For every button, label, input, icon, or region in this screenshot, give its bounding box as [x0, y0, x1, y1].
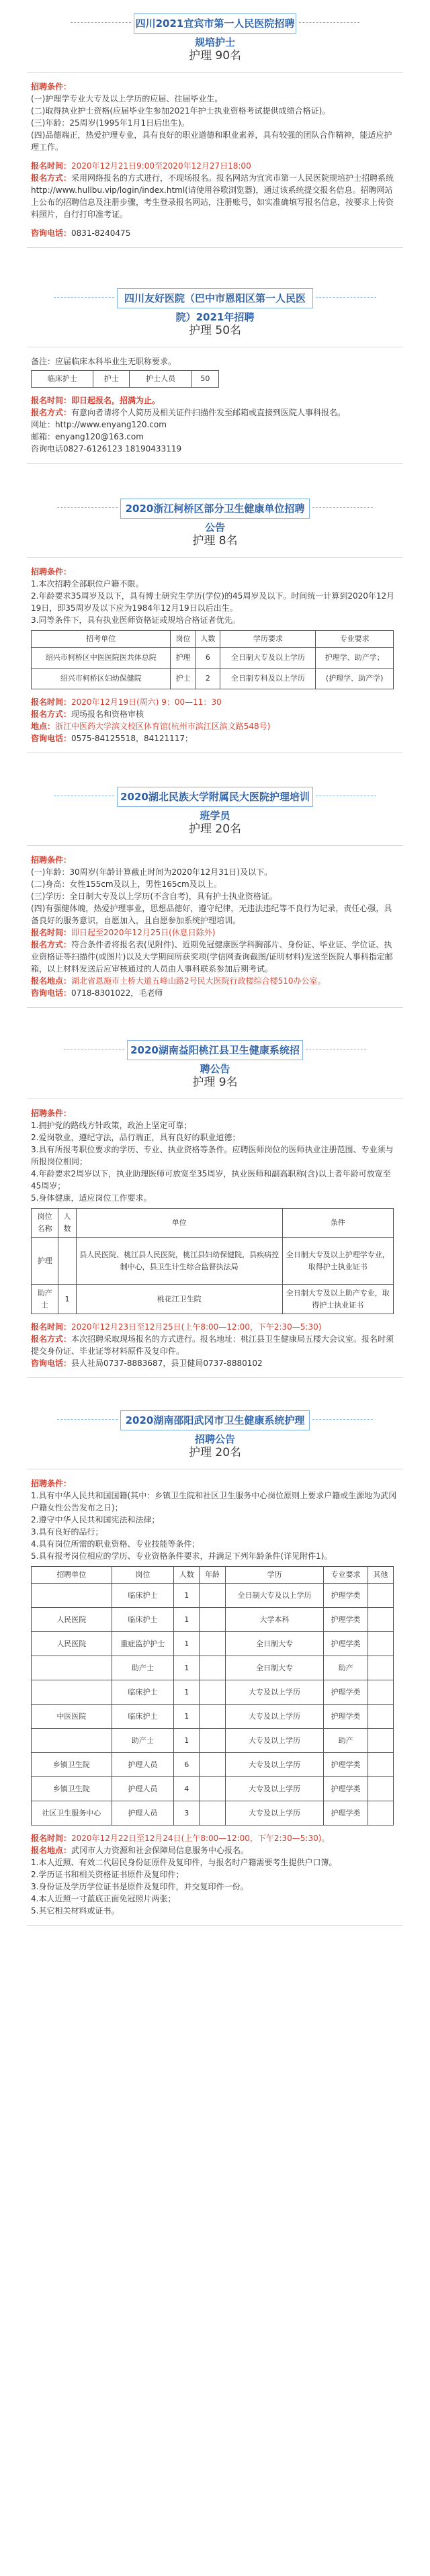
table-cell: 大专及以上学历 — [225, 1777, 324, 1801]
table-cell: 乡镇卫生院 — [32, 1753, 112, 1777]
table-cell: 助产 — [324, 1729, 368, 1753]
table-cell — [368, 1753, 393, 1777]
table-row — [32, 1801, 394, 1826]
contact-phone[interactable]: 县人社局0737-8883687，县卫健局0737-8880102 — [71, 1359, 263, 1368]
method-text: 有意向者请将个人简历及相关证件扫描件发至邮箱或直接到医院人事科报名。 — [71, 408, 346, 417]
table-cell — [200, 1753, 225, 1777]
table-cell — [368, 1584, 393, 1608]
contact-phone[interactable]: 0718-8301022，毛老师 — [71, 988, 163, 998]
req-line: 1.具有中华人民共和国国籍(其中：乡镇卫生院和社区卫生服务中心岗位原则上要求户籍或生源地为武冈户籍女性公告发布之日)； — [31, 1491, 397, 1512]
table-cell: 护理学类 — [324, 1632, 368, 1656]
table-cell — [368, 1705, 393, 1729]
req-line: 3.具有良好的品行； — [31, 1527, 103, 1537]
table-header: 专业要求 — [324, 1567, 368, 1584]
contact-phone[interactable]: 0575-84125518，84121117； — [71, 734, 194, 743]
req-line: (三)年龄：25周岁(1995年1月1日后出生)。 — [31, 118, 189, 128]
table-cell: 护理学类 — [324, 1753, 368, 1777]
date-label: 报名时间： — [31, 697, 72, 707]
table-cell: 1 — [174, 1656, 200, 1680]
table-cell: 全日制专科及以上学历 — [220, 669, 316, 689]
table-cell: 绍兴市柯桥区中医医院医共体总院 — [32, 648, 171, 669]
table-cell: 护理学类 — [324, 1777, 368, 1801]
req-line: (三)学历：全日制大专及以上学历(不含自考)，具有护士执业资格证。 — [31, 892, 277, 901]
section-6-headcount: 护理 20名 — [188, 1446, 242, 1459]
table-cell — [368, 1777, 393, 1801]
table-cell: 6 — [174, 1753, 200, 1777]
table-cell: 县人民医院、桃江县人民医院，桃江县妇幼保健院，县疾病控制中心，县卫生计生综合监督执法局 — [76, 1238, 282, 1285]
table-cell: 大专及以上学历 — [225, 1801, 324, 1826]
table-header: 招聘单位 — [32, 1567, 112, 1584]
table-header: 其他 — [368, 1567, 393, 1584]
table-header: 岗位名称 — [32, 1209, 58, 1238]
table-cell: 护理 — [171, 648, 196, 669]
positions-table — [31, 1208, 394, 1314]
table-cell: 大专及以上学历 — [225, 1680, 324, 1705]
req-line: (二)身高：女性155cm及以上，男性165cm及以上。 — [31, 879, 222, 889]
table-cell: 50 — [191, 371, 218, 388]
section-2 — [0, 288, 430, 464]
table-cell: 护理学类 — [324, 1801, 368, 1826]
table-cell: 1 — [174, 1729, 200, 1753]
req-line: 1.本人近照、有效二代居民身份证原件及复印件，与报名时户籍需要考生提供户口簿。 — [31, 1858, 337, 1867]
table-cell: 全日制大专及以上护理学专业，取得护士执业证书 — [282, 1238, 393, 1285]
req-line: 4.具有岗位所需的职业资格、专业技能等条件； — [31, 1539, 200, 1549]
table-cell: 绍兴市柯桥区妇幼保健院 — [32, 669, 171, 689]
req-label: 招聘条件： — [31, 82, 72, 91]
table-cell: 临床护士 — [112, 1608, 174, 1632]
date-value: 2020年12月21日9:00至2020年12月27日18:00 — [71, 161, 251, 171]
method-label: 报名地点： — [31, 1846, 72, 1855]
table-cell: 临床护士 — [112, 1680, 174, 1705]
req-line: 2.爱岗敬业，遵纪守法，品行端正，具有良好的职业道德； — [31, 1133, 241, 1142]
table-row — [32, 1584, 394, 1608]
table-header: 年龄 — [200, 1567, 225, 1584]
section-6 — [0, 1410, 430, 1926]
table-cell — [32, 1680, 112, 1705]
contact-phone[interactable]: 0831-8240475 — [71, 228, 131, 238]
table-cell: 乡镇卫生院 — [32, 1777, 112, 1801]
table-cell: 护理学、助产学； — [316, 648, 394, 669]
contact-label: 咨询电话： — [31, 1359, 72, 1368]
table-header: 人数 — [174, 1567, 200, 1584]
section-2-headcount: 护理 50名 — [188, 324, 242, 337]
table-cell: 助产 — [324, 1656, 368, 1680]
table-cell: 护理 — [32, 1238, 58, 1285]
section-1-body — [27, 72, 403, 248]
table-cell: 全日制大专及以上学历 — [225, 1584, 324, 1608]
date-label: 报名时间： — [31, 1834, 72, 1843]
table-row — [32, 1608, 394, 1632]
table-cell: 1 — [174, 1632, 200, 1656]
table-header: 单位 — [76, 1209, 282, 1238]
table-row — [32, 1632, 394, 1656]
table-row — [32, 1705, 394, 1729]
section-1 — [0, 0, 430, 248]
address-text: 湖北省恩施市土桥大道五峰山路2号民大医院行政楼综合楼510办公室。 — [71, 976, 326, 986]
table-cell: 护士 — [93, 371, 130, 388]
date-label: 报名时间： — [31, 161, 72, 171]
date-value: 2020年12月22日至12月24日(上午8:00—12:00，下午2:30—5:30)。 — [71, 1834, 330, 1843]
positions-table — [31, 630, 394, 689]
req-label: 招聘条件： — [31, 1479, 72, 1488]
table-cell: 全日制大专 — [225, 1632, 324, 1656]
req-line: (四)有强健体魄，热爱护理事业，思想品德好，遵守纪律，无违法违纪等不良行为记录，责任心强，具备良好的服务意识，自愿加入，且自愿参加系统护理培训。 — [31, 904, 392, 925]
table-header: 专业要求 — [316, 631, 394, 648]
section-1-title: 四川2021宜宾市第一人民医院招聘规培护士 — [134, 13, 296, 34]
req-line: 3.具有所报考职位要求的学历、专业、执业资格等条件。应聘医师岗位的医师执业注册范围、专业须与所报岗位相同； — [31, 1145, 394, 1166]
table-cell: 4 — [174, 1777, 200, 1801]
table-cell — [368, 1632, 393, 1656]
method-text: 武冈市人力资源和社会保障局信息服务中心报名。 — [71, 1846, 249, 1855]
table-cell — [368, 1680, 393, 1705]
table-cell: 护理学类 — [324, 1680, 368, 1705]
table-cell: 护理人员 — [112, 1753, 174, 1777]
req-line: 2.年龄要求35周岁及以下，具有博士研究生学历(学位)的45周岁及以下。时间统一计算到2020年12月19日，即35周岁及以下应为1984年12月19日以后出生。 — [31, 591, 395, 613]
section-5-title: 2020湖南益阳桃江县卫生健康系统招聘公告 — [127, 1040, 303, 1060]
section-4-title: 2020湖北民族大学附属民大医院护理培训班学员 — [117, 787, 313, 807]
section-2-body — [27, 347, 403, 464]
table-row — [32, 1656, 394, 1680]
table-cell: 临床护士 — [112, 1705, 174, 1729]
table-cell: 临床护士 — [32, 371, 93, 388]
table-cell — [200, 1705, 225, 1729]
table-cell: 全日制大专及以上学历 — [220, 648, 316, 669]
table-header: 学历 — [225, 1567, 324, 1584]
table-cell: 1 — [174, 1705, 200, 1729]
table-header: 学历要求 — [220, 631, 316, 648]
date-label: 报名时间： — [31, 1322, 72, 1332]
table-header: 人数 — [196, 631, 220, 648]
section-5-headcount: 护理 9名 — [192, 1076, 238, 1089]
address-label: 报名地点： — [31, 976, 72, 986]
table-cell — [368, 1656, 393, 1680]
req-line: (一)护理学专业大专及以上学历的应届、往届毕业生。 — [31, 94, 223, 103]
table-row — [32, 1729, 394, 1753]
table-row — [32, 1777, 394, 1801]
table-cell: 护理学类 — [324, 1705, 368, 1729]
section-3-headcount: 护理 8名 — [192, 534, 238, 548]
table-cell: 助产士 — [112, 1656, 174, 1680]
table-cell: 2 — [196, 669, 220, 689]
table-cell — [200, 1656, 225, 1680]
table-header: 条件 — [282, 1209, 393, 1238]
table-row — [32, 669, 394, 689]
table-header: 人数 — [58, 1209, 77, 1238]
website-link[interactable]: 网址：http://www.enyang120.com — [31, 420, 167, 429]
section-4-body — [27, 845, 403, 1008]
req-line: 1.拥护党的路线方针政策，政治上坚定可靠； — [31, 1121, 192, 1130]
table-cell — [368, 1801, 393, 1826]
table-cell — [32, 1729, 112, 1753]
section-3 — [0, 499, 430, 753]
table-row — [32, 371, 219, 388]
method-text: 采用网络报名的方式进行，不现场报名。报名网站为宜宾市第一人民医院规培护士招聘系统http://www.hullbu.vip/login/index.html(请使用谷歌浏览器)，通过该系统提交报名信息。招聘网站上公布的招聘信息及注册步骤，考生登录报名网站，注册账号，如实准确填写报名信息，按要求上传资料照片，自行打印准考证。 — [31, 173, 394, 219]
table-cell: 护士 — [171, 669, 196, 689]
table-cell — [32, 1584, 112, 1608]
method-label: 报名方式： — [31, 940, 72, 949]
req-line: 3.身份证及学历学位证书是原件及复印件，并交复印件一份。 — [31, 1882, 249, 1891]
section-5-body — [27, 1099, 403, 1378]
table-cell: 大专及以上学历 — [225, 1729, 324, 1753]
table-cell — [200, 1801, 225, 1826]
section-3-title: 2020浙江柯桥区部分卫生健康单位招聘公告 — [120, 499, 310, 519]
table-cell: 护理人员 — [112, 1801, 174, 1826]
table-cell — [200, 1584, 225, 1608]
table-cell: 大专及以上学历 — [225, 1753, 324, 1777]
table-cell: 人民医院 — [32, 1632, 112, 1656]
date-label: 报名时间：即日起报名，招满为止。 — [31, 396, 161, 405]
section-3-body — [27, 557, 403, 753]
contact-label: 咨询电话： — [31, 734, 72, 743]
table-header: 岗位 — [112, 1567, 174, 1584]
table-cell: 3 — [174, 1801, 200, 1826]
table-cell — [368, 1729, 393, 1753]
contact-phone[interactable]: 咨询电话0827-6126123 18190433119 — [31, 444, 182, 454]
table-cell — [200, 1632, 225, 1656]
table-cell: 中医医院 — [32, 1705, 112, 1729]
req-line: 3.同等条件下，具有执业医师资格证或规培合格证者优先。 — [31, 615, 241, 625]
section-6-body — [27, 1469, 403, 1926]
date-label: 报名时间： — [31, 928, 72, 937]
table-cell: 6 — [196, 648, 220, 669]
req-line: 1.本次招聘全部职位户籍不限。 — [31, 579, 144, 589]
req-line: 4.年龄要求2周岁以下，执业助理医师可放宽至35周岁，执业医师和副高职称(含)以上者年龄可放宽至45周岁； — [31, 1169, 391, 1191]
contact-label: 咨询电话： — [31, 228, 72, 238]
table-cell — [368, 1608, 393, 1632]
section-5 — [0, 1040, 430, 1378]
note: 备注：应届临床本科毕业生无职称要求。 — [31, 357, 177, 366]
table-header-row — [32, 631, 394, 648]
date-value: 2020年12月19日(周六) 9：00—11：30 — [71, 697, 222, 707]
method-label: 报名方式： — [31, 1334, 72, 1344]
table-header: 岗位 — [171, 631, 196, 648]
table-cell: 助产士 — [112, 1729, 174, 1753]
method-label: 报名方式： — [31, 408, 72, 417]
table-cell: 社区卫生服务中心 — [32, 1801, 112, 1826]
section-1-headcount: 护理 90名 — [188, 49, 242, 62]
table-cell: 1 — [174, 1584, 200, 1608]
table-row — [32, 1680, 394, 1705]
table-cell: 护理学类 — [324, 1608, 368, 1632]
table-cell: 1 — [174, 1680, 200, 1705]
table-cell: 1 — [58, 1285, 77, 1314]
section-2-title: 四川友好医院（巴中市恩阳区第一人民医院）2021年招聘 — [117, 288, 313, 308]
method-text: 符合条件者将报名表(见附件)、近期免冠健康医学科胸部片、身份证、毕业证、学位证、执业资格证等扫描件(或图片)以及大学期间所获奖项(学信网查询截图/证明材料)发送至医院人事科指定邮箱，以上材料发送后应审核通过的人员由人事科联系参加后期考试。 — [31, 940, 393, 974]
positions-table — [31, 370, 219, 388]
table-cell: 护士人员 — [130, 371, 191, 388]
method-text: 现场报名和资格审核 — [71, 710, 144, 719]
req-line: 5.具有报考岗位相应的学历、专业资格条件要求，并满足下列年龄条件(详见附件1)。 — [31, 1551, 333, 1561]
table-header-row — [32, 1209, 394, 1238]
table-cell — [200, 1777, 225, 1801]
table-cell: (护理学、助产学) — [316, 669, 394, 689]
table-cell — [200, 1680, 225, 1705]
positions-table — [31, 1566, 394, 1826]
method-label: 报名方式： — [31, 710, 72, 719]
table-cell: 大专及以上学历 — [225, 1705, 324, 1729]
table-cell: 重症监护护士 — [112, 1632, 174, 1656]
table-row — [32, 1285, 394, 1314]
date-value: 即日起至2020年12月25日(休息日除外) — [71, 928, 216, 937]
req-line: (二)取得执业护士资格(应届毕业生参加2021年护士执业资格考试提供成绩合格证)。 — [31, 106, 331, 116]
req-line: 5.身体健康，适应岗位工作要求。 — [31, 1193, 152, 1203]
table-cell: 全日制大专 — [225, 1656, 324, 1680]
req-line: 5.其它相关材料或证书。 — [31, 1906, 120, 1916]
table-header: 招考单位 — [32, 631, 171, 648]
table-header-row — [32, 1567, 394, 1584]
table-cell: 护理学类 — [324, 1584, 368, 1608]
table-cell: 大学本科 — [225, 1608, 324, 1632]
table-row — [32, 1753, 394, 1777]
section-4-headcount: 护理 20名 — [188, 822, 242, 836]
table-cell — [58, 1238, 77, 1285]
req-line: 2.学历证书和相关资格证书原件及复印件； — [31, 1870, 184, 1879]
req-label: 招聘条件： — [31, 567, 72, 576]
table-cell: 助产士 — [32, 1285, 58, 1314]
contact-label: 咨询电话： — [31, 988, 72, 998]
req-label: 招聘条件： — [31, 1109, 72, 1118]
section-4 — [0, 787, 430, 1008]
table-row — [32, 648, 394, 669]
table-cell — [200, 1608, 225, 1632]
req-label: 招聘条件： — [31, 855, 72, 865]
req-line: 2.遵守中华人民共和国宪法和法律； — [31, 1515, 160, 1525]
table-cell: 1 — [174, 1608, 200, 1632]
date-value: 2020年12月23日至12月25日(上午8:00—12:00，下午2:30—5:30) — [71, 1322, 322, 1332]
table-cell: 护理人员 — [112, 1777, 174, 1801]
req-line: 4.本人近照一寸蓝底正面免冠照片两张； — [31, 1894, 176, 1903]
table-cell: 全日制大专及以上助产专业，取得护士执业证书 — [282, 1285, 393, 1314]
table-cell: 人民医院 — [32, 1608, 112, 1632]
section-6-title: 2020湖南邵阳武冈市卫生健康系统护理招聘公告 — [120, 1410, 310, 1430]
req-line: (四)品德端正，热爱护理专业，具有良好的职业道德和职业素养，具有较强的团队合作精神，能适应护理工作。 — [31, 130, 392, 152]
email-link[interactable]: 邮箱：enyang120@163.com — [31, 432, 144, 441]
table-cell: 桃花江卫生院 — [76, 1285, 282, 1314]
table-cell — [200, 1729, 225, 1753]
method-label: 报名方式： — [31, 173, 72, 183]
address-text: 浙江中医药大学滨文校区体育馆(杭州市滨江区滨文路548号) — [55, 722, 271, 731]
table-cell — [32, 1656, 112, 1680]
address-label: 地点： — [31, 722, 56, 731]
method-text: 本次招聘采取现场报名的方式进行。报名地址：桃江县卫生健康局五楼大会议室。报名时须提交身份证、毕业证等材料原件及复印件。 — [31, 1334, 394, 1356]
req-line: (一)年龄：30周岁(年龄计算截止时间为2020年12月31日)及以下。 — [31, 867, 273, 877]
table-row — [32, 1238, 394, 1285]
table-cell: 临床护士 — [112, 1584, 174, 1608]
